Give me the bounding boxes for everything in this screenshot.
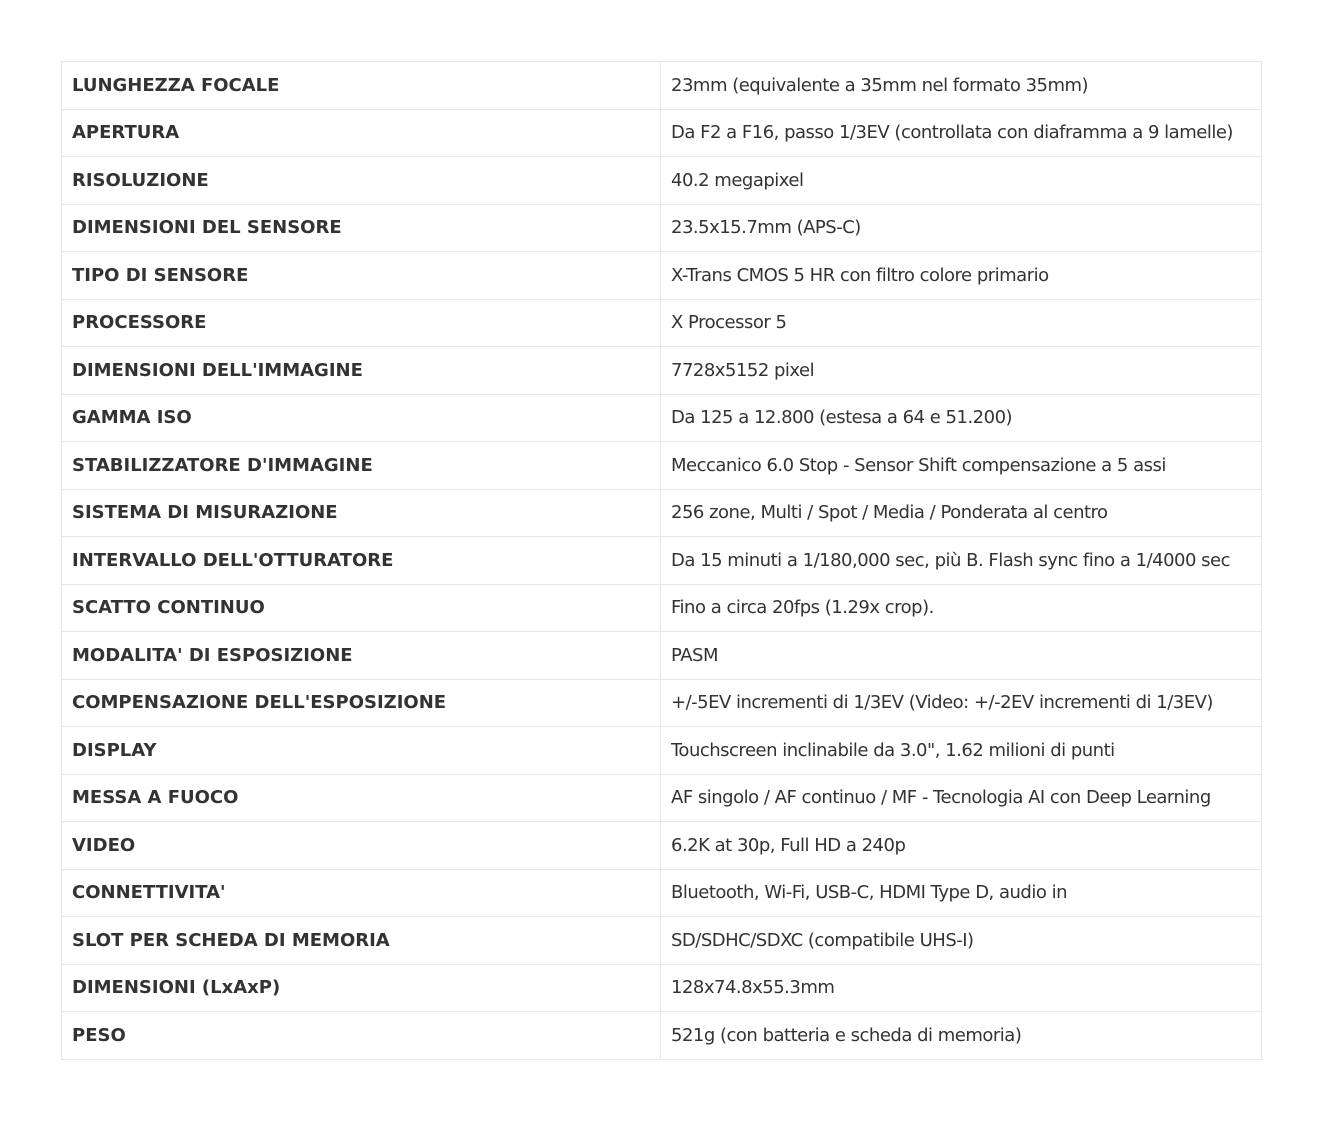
table-row (62, 584, 1262, 632)
table-row (62, 774, 1262, 822)
spec-label: DIMENSIONI DELL'IMMAGINE (62, 347, 661, 395)
spec-label: LUNGHEZZA FOCALE (62, 62, 661, 110)
spec-label: STABILIZZATORE D'IMMAGINE (62, 442, 661, 490)
spec-value: Bluetooth, Wi-Fi, USB-C, HDMI Type D, audio in (661, 869, 1262, 917)
spec-label: GAMMA ISO (62, 394, 661, 442)
spec-value: Meccanico 6.0 Stop - Sensor Shift compensazione a 5 assi (661, 442, 1262, 490)
spec-label: RISOLUZIONE (62, 157, 661, 205)
spec-value: 7728x5152 pixel (661, 347, 1262, 395)
table-row (62, 1012, 1262, 1060)
table-row (62, 964, 1262, 1012)
spec-value: Da 125 a 12.800 (estesa a 64 e 51.200) (661, 394, 1262, 442)
spec-value: 128x74.8x55.3mm (661, 964, 1262, 1012)
spec-value: Fino a circa 20fps (1.29x crop). (661, 584, 1262, 632)
spec-value: 23mm (equivalente a 35mm nel formato 35mm) (661, 62, 1262, 110)
spec-value: Da F2 a F16, passo 1/3EV (controllata con diaframma a 9 lamelle) (661, 109, 1262, 157)
table-row (62, 537, 1262, 585)
table-row (62, 157, 1262, 205)
spec-value: SD/SDHC/SDXC (compatibile UHS-I) (661, 917, 1262, 965)
spec-label: DIMENSIONI (LxAxP) (62, 964, 661, 1012)
table-row (62, 62, 1262, 110)
spec-value: 40.2 megapixel (661, 157, 1262, 205)
table-row (62, 489, 1262, 537)
spec-label: SISTEMA DI MISURAZIONE (62, 489, 661, 537)
spec-table (61, 61, 1262, 1060)
table-row (62, 727, 1262, 775)
spec-value: 521g (con batteria e scheda di memoria) (661, 1012, 1262, 1060)
spec-value: +/-5EV incrementi di 1/3EV (Video: +/-2EV incrementi di 1/3EV) (661, 679, 1262, 727)
spec-label: VIDEO (62, 822, 661, 870)
spec-label: DISPLAY (62, 727, 661, 775)
spec-label: MODALITA' DI ESPOSIZIONE (62, 632, 661, 680)
table-row (62, 204, 1262, 252)
spec-value: X Processor 5 (661, 299, 1262, 347)
table-row (62, 252, 1262, 300)
spec-label: COMPENSAZIONE DELL'ESPOSIZIONE (62, 679, 661, 727)
table-row (62, 869, 1262, 917)
spec-label: APERTURA (62, 109, 661, 157)
table-row (62, 394, 1262, 442)
table-row (62, 442, 1262, 490)
spec-value: AF singolo / AF continuo / MF - Tecnologia AI con Deep Learning (661, 774, 1262, 822)
spec-value: 23.5x15.7mm (APS-C) (661, 204, 1262, 252)
table-row (62, 299, 1262, 347)
table-row (62, 679, 1262, 727)
table-row (62, 109, 1262, 157)
spec-label: DIMENSIONI DEL SENSORE (62, 204, 661, 252)
spec-label: MESSA A FUOCO (62, 774, 661, 822)
spec-value: Da 15 minuti a 1/180,000 sec, più B. Flash sync fino a 1/4000 sec (661, 537, 1262, 585)
table-row (62, 632, 1262, 680)
spec-label: TIPO DI SENSORE (62, 252, 661, 300)
spec-label: INTERVALLO DELL'OTTURATORE (62, 537, 661, 585)
table-row (62, 347, 1262, 395)
table-row (62, 917, 1262, 965)
spec-value: X-Trans CMOS 5 HR con filtro colore primario (661, 252, 1262, 300)
spec-value: 256 zone, Multi / Spot / Media / Ponderata al centro (661, 489, 1262, 537)
spec-value: Touchscreen inclinabile da 3.0", 1.62 milioni di punti (661, 727, 1262, 775)
spec-label: SCATTO CONTINUO (62, 584, 661, 632)
spec-label: CONNETTIVITA' (62, 869, 661, 917)
spec-label: PESO (62, 1012, 661, 1060)
table-row (62, 822, 1262, 870)
spec-label: PROCESSORE (62, 299, 661, 347)
spec-value: PASM (661, 632, 1262, 680)
spec-label: SLOT PER SCHEDA DI MEMORIA (62, 917, 661, 965)
spec-value: 6.2K at 30p, Full HD a 240p (661, 822, 1262, 870)
